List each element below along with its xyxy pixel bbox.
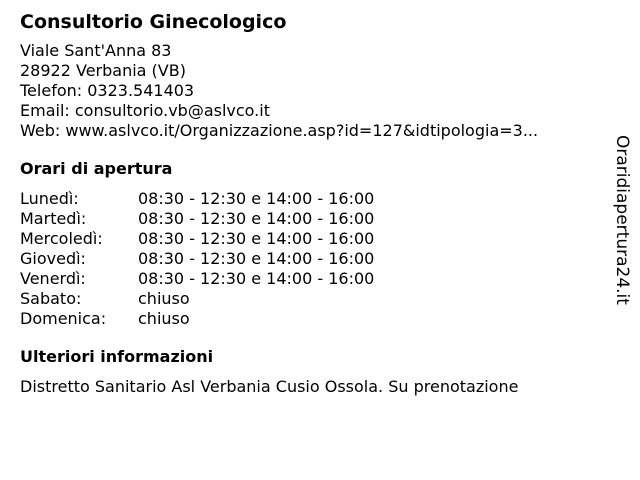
hours-row [20,249,600,269]
street-address: Viale Sant'Anna 83 [20,41,172,60]
hours-day: Lunedì: [20,189,79,208]
hours-time: chiuso [138,309,190,328]
hours-time: 08:30 - 12:30 e 14:00 - 16:00 [138,269,375,288]
hours-row [20,289,600,309]
hours-time: 08:30 - 12:30 e 14:00 - 16:00 [138,209,375,228]
hours-day: Sabato: [20,289,82,308]
additional-info-text: Distretto Sanitario Asl Verbania Cusio Ossola. Su prenotazione [20,377,519,396]
hours-day: Giovedì: [20,249,86,268]
hours-row [20,209,600,229]
hours-day: Domenica: [20,309,107,328]
city-address: 28922 Verbania (VB) [20,61,186,80]
hours-day: Mercoledì: [20,229,103,248]
hours-time: 08:30 - 12:30 e 14:00 - 16:00 [138,249,375,268]
hours-row [20,309,600,329]
site-watermark: Oraridiapertura24.it [612,135,632,305]
hours-day: Martedì: [20,209,87,228]
web-address: Web: www.aslvco.it/Organizzazione.asp?id=127&idtipologia=3... [20,121,539,140]
page-content [20,10,600,397]
hours-row [20,189,600,209]
hours-row [20,269,600,289]
phone-number: Telefon: 0323.541403 [20,81,195,100]
email-address: Email: consultorio.vb@aslvco.it [20,101,270,120]
opening-hours-table [20,189,600,329]
additional-info-heading: Ulteriori informazioni [20,347,214,366]
hours-time: 08:30 - 12:30 e 14:00 - 16:00 [138,189,375,208]
address-block [20,41,600,141]
hours-row [20,229,600,249]
hours-time: 08:30 - 12:30 e 14:00 - 16:00 [138,229,375,248]
page-title: Consultorio Ginecologico [20,11,287,33]
opening-hours-heading: Orari di apertura [20,159,173,178]
hours-time: chiuso [138,289,190,308]
hours-day: Venerdì: [20,269,86,288]
